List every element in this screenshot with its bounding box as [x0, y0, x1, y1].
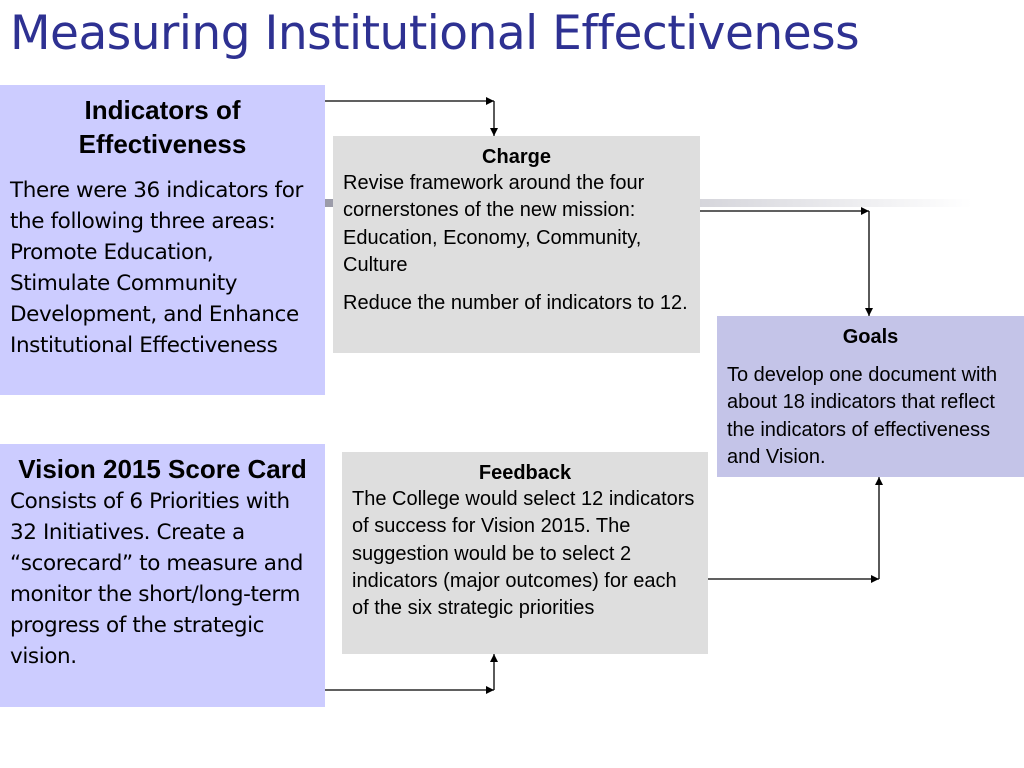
- slide-title: Measuring Institutional Effectiveness: [10, 6, 860, 61]
- indicators-heading: Indicators of Effectiveness: [78, 95, 247, 159]
- charge-box: [333, 136, 700, 353]
- goals-heading: Goals: [842, 326, 899, 348]
- charge-body-2: Reduce the number of indicators to 12.: [343, 292, 688, 315]
- vision-scorecard-box: [0, 444, 325, 707]
- vision-body: Consists of 6 Priorities with 32 Initiatives. Create a “scorecard” to measure and monitor the short/long-term progress of the strategic vision.: [10, 489, 304, 669]
- indicators-body: There were 36 indicators for the following three areas: Promote Education, Stimulate Community Development, and Enhance Institutional Effectiveness: [10, 178, 303, 358]
- indicators-box: [0, 85, 325, 395]
- goals-box: [717, 316, 1024, 477]
- feedback-body: The College would select 12 indicators of success for Vision 2015. The suggestion would be to select 2 indicators (major outcomes) for each of the six strategic priorities: [352, 488, 695, 620]
- goals-body: To develop one document with about 18 indicators that reflect the indicators of effectiveness and Vision.: [727, 364, 998, 468]
- charge-body-1: Revise framework around the four cornerstones of the new mission: Education, Economy, Community, Culture: [343, 172, 645, 276]
- feedback-box: [342, 452, 708, 654]
- feedback-heading: Feedback: [478, 462, 572, 484]
- charge-heading: Charge: [482, 146, 551, 168]
- vision-heading: Vision 2015 Score Card: [18, 454, 307, 484]
